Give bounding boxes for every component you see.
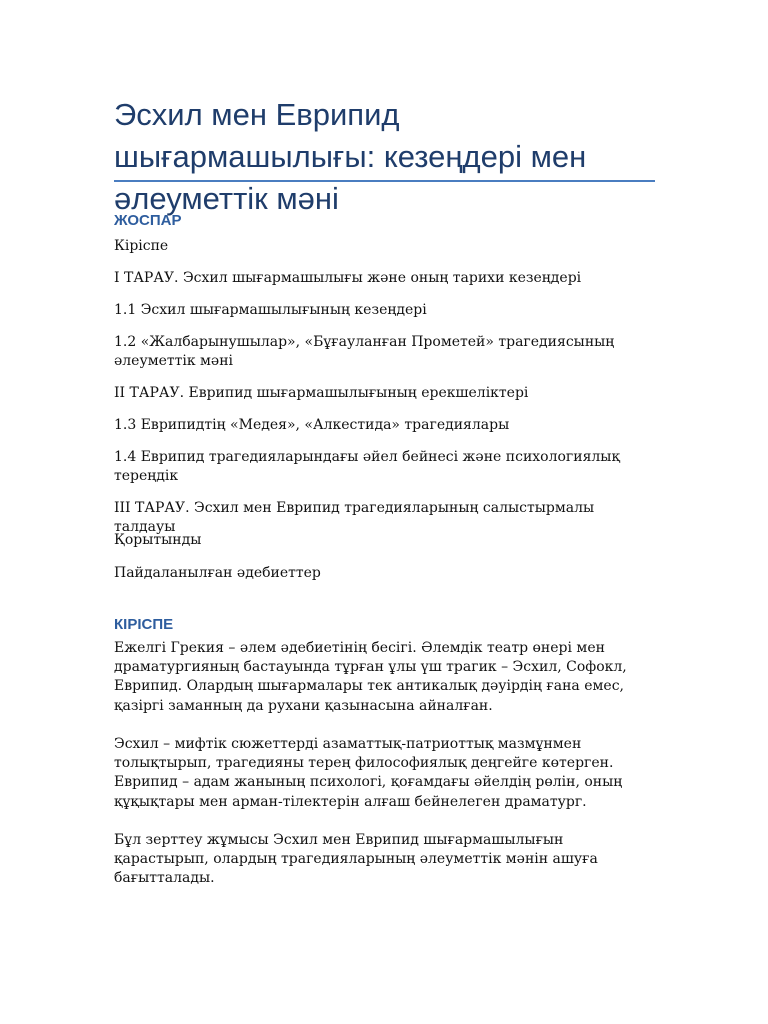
intro-heading: КІРІСПЕ bbox=[114, 616, 174, 633]
plan-item-1-1: 1.1 Эсхил шығармашылығының кезеңдері bbox=[114, 302, 427, 318]
plan-item-1-3: 1.3 Еврипидтің «Медея», «Алкестида» трагедиялары bbox=[114, 417, 510, 433]
plan-heading: ЖОСПАР bbox=[114, 212, 182, 229]
plan-item-chapter-3: ІІІ ТАРАУ. Эсхил мен Еврипид трагедияларының салыстырмалы талдауы bbox=[114, 500, 595, 535]
plan-item-references: Пайдаланылған әдебиеттер bbox=[114, 565, 321, 581]
document-title: Эсхил мен Еврипид шығармашылығы: кезеңдері мен әлеуметтік мәні bbox=[114, 97, 587, 216]
intro-paragraph-1: Ежелгі Грекия – әлем әдебиетінің бесігі. Әлемдік театр өнері мен драматургияның бастауында тұрған ұлы үш трагик – Эсхил, Софокл, Еврипид. Олардың шығармалары тек антикалық дәуірдің ғана емес, қазіргі заманның да рухани қазынасына айналған. bbox=[114, 640, 627, 714]
intro-paragraph-2: Эсхил – мифтік сюжеттерді азаматтық-патриоттық мазмұнмен толықтырып, трагедияны терең философиялық деңгейге көтерген. Еврипид – адам жанының психологі, қоғамдағы әйелдің рөлін, оның құқықтары мен арман-тілектерін алғаш бейнелеген драматург. bbox=[114, 736, 623, 810]
plan-item-1-2: 1.2 «Жалбарынушылар», «Бұғауланған Прометей» трагедиясының әлеуметтік мәні bbox=[114, 334, 615, 369]
intro-paragraph-3: Бұл зерттеу жұмысы Эсхил мен Еврипид шығармашылығын қарастырып, олардың трагедияларының әлеуметтік мәнін ашуға бағытталады. bbox=[114, 832, 598, 887]
plan-item-1-4: 1.4 Еврипид трагедияларындағы әйел бейнесі және психологиялық тереңдік bbox=[114, 449, 620, 484]
title-divider bbox=[114, 180, 655, 182]
plan-item-chapter-1: І ТАРАУ. Эсхил шығармашылығы және оның тарихи кезеңдері bbox=[114, 270, 582, 286]
plan-item-chapter-2: ІІ ТАРАУ. Еврипид шығармашылығының ерекшеліктері bbox=[114, 385, 529, 401]
plan-item-conclusion: Қорытынды bbox=[114, 532, 202, 548]
plan-item-intro: Кіріспе bbox=[114, 238, 169, 254]
